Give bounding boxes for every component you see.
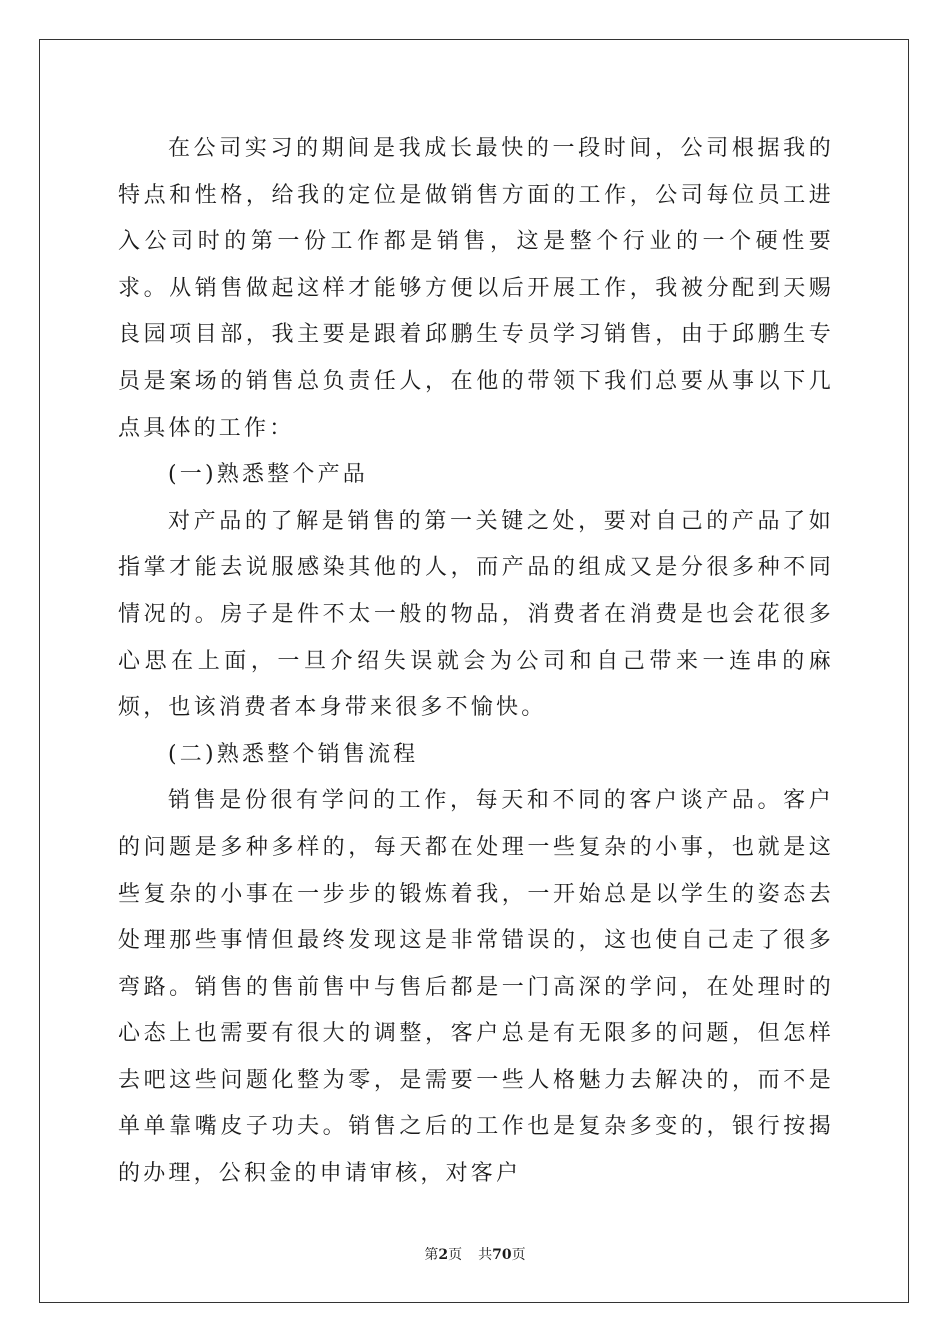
total-label-prefix: 共: [478, 1247, 493, 1263]
paragraph: 在公司实习的期间是我成长最快的一段时间，公司根据我的特点和性格，给我的定位是做销售方面的工作，公司每位员工进入公司时的第一份工作都是销售，这是整个行业的一个硬性要求。从销售做起这样才能够方便以后开展工作，我被分配到天赐良园项目部，我主要是跟着邱鹏生专员学习销售，由于邱鹏生专员是案场的销售总负责任人，在他的带领下我们总要从事以下几点具体的工作：: [118, 136, 834, 441]
total-label-suffix: 页: [511, 1247, 526, 1263]
paragraph: 对产品的了解是销售的第一关键之处，要对自己的产品了如指掌才能去说服感染其他的人，而产品的组成又是分很多种不同情况的。房子是件不太一般的物品，消费者在消费是也会花很多心思在上面，一旦介绍失误就会为公司和自己带来一连串的麻烦，也该消费者本身带来很多不愉快。: [118, 508, 834, 721]
page-footer: [0, 1246, 950, 1264]
current-page-number: 2: [438, 1247, 449, 1263]
document-body: [118, 126, 834, 1198]
section-heading: (二)熟悉整个销售流程: [168, 741, 419, 767]
section-heading: (一)熟悉整个产品: [168, 462, 368, 488]
total-page-count: 70: [492, 1247, 512, 1263]
page-label-prefix: 第: [424, 1247, 439, 1263]
page-label-suffix: 页: [448, 1247, 463, 1263]
paragraph: 销售是份很有学问的工作，每天和不同的客户谈产品。客户的问题是多种多样的，每天都在处理一些复杂的小事，也就是这些复杂的小事在一步步的锻炼着我，一开始总是以学生的姿态去处理那些事情但最终发现这是非常错误的，这也使自己走了很多弯路。销售的售前售中与售后都是一门高深的学问，在处理时的心态上也需要有很大的调整，客户总是有无限多的问题，但怎样去吧这些问题化整为零，是需要一些人格魅力去解决的，而不是单单靠嘴皮子功夫。销售之后的工作也是复杂多变的，银行按揭的办理，公积金的申请审核，对客户: [118, 788, 834, 1187]
